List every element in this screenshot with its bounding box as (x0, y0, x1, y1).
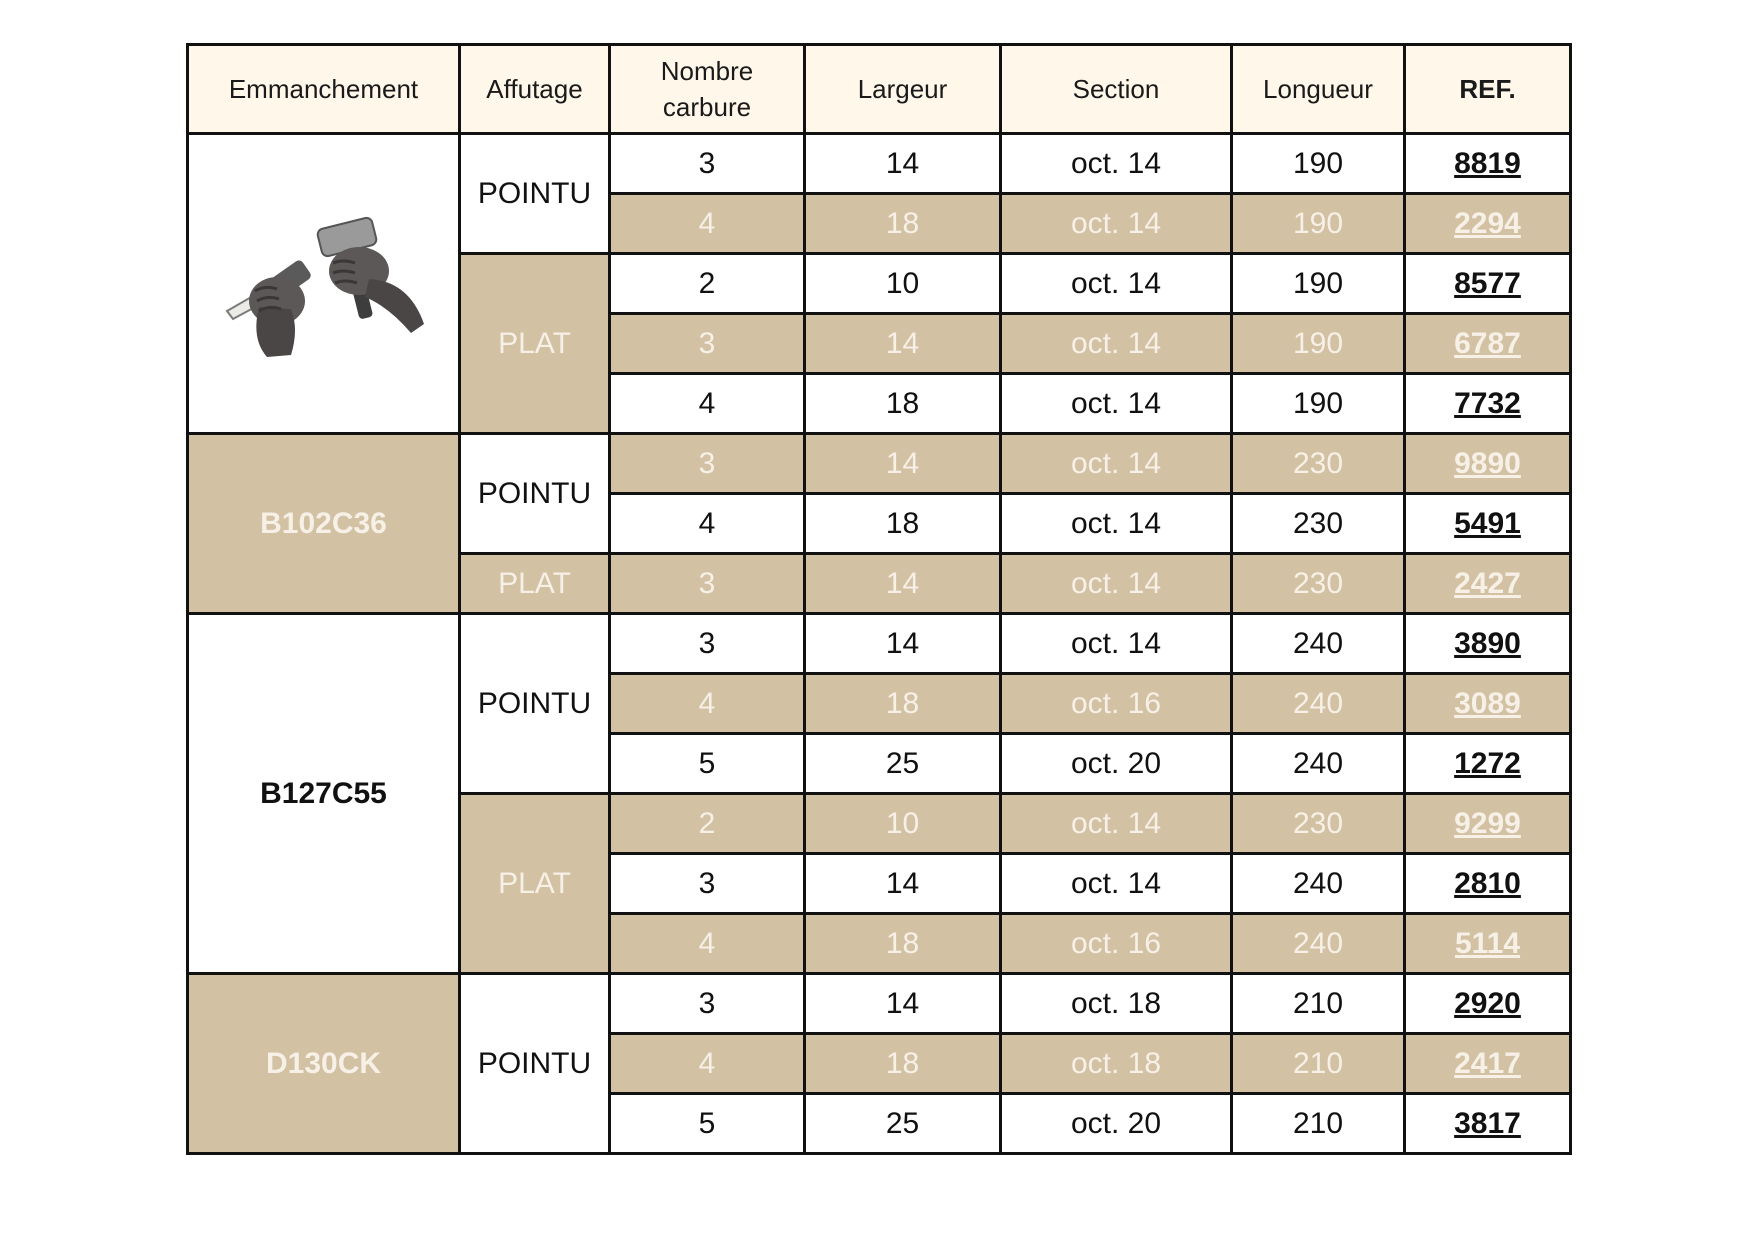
largeur-cell: 25 (805, 734, 1001, 794)
section-cell: oct. 14 (1001, 434, 1232, 494)
affutage-cell: POINTU (460, 434, 610, 554)
ref-cell (1405, 854, 1571, 914)
longueur-cell: 240 (1232, 674, 1405, 734)
section-cell: oct. 14 (1001, 194, 1232, 254)
header-ref: REF. (1405, 45, 1571, 134)
largeur-cell: 14 (805, 134, 1001, 194)
ref-link[interactable]: 1272 (1454, 746, 1521, 780)
nombre-cell: 3 (610, 554, 805, 614)
largeur-cell: 18 (805, 194, 1001, 254)
ref-cell (1405, 914, 1571, 974)
header-section: Section (1001, 45, 1232, 134)
nombre-cell: 4 (610, 374, 805, 434)
ref-link[interactable]: 3089 (1454, 686, 1521, 720)
ref-link[interactable]: 2810 (1454, 866, 1521, 900)
nombre-cell: 3 (610, 974, 805, 1034)
longueur-cell: 190 (1232, 254, 1405, 314)
table-row (188, 974, 1571, 1034)
largeur-cell: 14 (805, 974, 1001, 1034)
nombre-cell: 3 (610, 614, 805, 674)
section-cell: oct. 14 (1001, 794, 1232, 854)
ref-cell (1405, 674, 1571, 734)
largeur-cell: 18 (805, 374, 1001, 434)
nombre-cell: 3 (610, 314, 805, 374)
section-cell: oct. 16 (1001, 914, 1232, 974)
table-row (188, 434, 1571, 494)
ref-link[interactable]: 3817 (1454, 1106, 1521, 1140)
emmanchement-cell (188, 974, 460, 1154)
ref-link[interactable]: 9299 (1454, 806, 1521, 840)
emmanchement-label: B127C55 (260, 776, 387, 810)
nombre-cell: 2 (610, 794, 805, 854)
largeur-cell: 10 (805, 794, 1001, 854)
ref-cell (1405, 434, 1571, 494)
longueur-cell: 190 (1232, 374, 1405, 434)
ref-link[interactable]: 8819 (1454, 146, 1521, 180)
emmanchement-label: B102C36 (260, 506, 387, 540)
nombre-cell: 3 (610, 134, 805, 194)
section-cell: oct. 20 (1001, 734, 1232, 794)
header-nombre-line2: carbure (662, 92, 752, 122)
largeur-cell: 18 (805, 674, 1001, 734)
largeur-cell: 14 (805, 854, 1001, 914)
header-emmanchement: Emmanchement (188, 45, 460, 134)
hammer-chisel-icon (219, 209, 429, 359)
ref-cell (1405, 134, 1571, 194)
table-row (188, 614, 1571, 674)
ref-link[interactable]: 3890 (1454, 626, 1521, 660)
longueur-cell: 190 (1232, 314, 1405, 374)
emmanchement-label: D130CK (265, 1046, 382, 1080)
header-largeur: Largeur (805, 45, 1001, 134)
ref-cell (1405, 374, 1571, 434)
header-longueur: Longueur (1232, 45, 1405, 134)
table-row (188, 134, 1571, 194)
ref-link[interactable]: 2920 (1454, 986, 1521, 1020)
longueur-cell: 210 (1232, 1034, 1405, 1094)
nombre-cell: 3 (610, 854, 805, 914)
section-cell: oct. 14 (1001, 494, 1232, 554)
section-cell: oct. 16 (1001, 674, 1232, 734)
section-cell: oct. 18 (1001, 1034, 1232, 1094)
nombre-cell: 4 (610, 914, 805, 974)
affutage-cell: PLAT (460, 794, 610, 974)
nombre-cell: 4 (610, 494, 805, 554)
ref-link[interactable]: 2417 (1454, 1046, 1521, 1080)
section-cell: oct. 14 (1001, 254, 1232, 314)
ref-link[interactable]: 9890 (1454, 446, 1521, 480)
ref-cell (1405, 314, 1571, 374)
longueur-cell: 190 (1232, 194, 1405, 254)
header-nombre-line1: Nombre (660, 56, 754, 86)
ref-cell (1405, 614, 1571, 674)
nombre-cell: 5 (610, 734, 805, 794)
nombre-cell: 3 (610, 434, 805, 494)
ref-link[interactable]: 5491 (1454, 506, 1521, 540)
ref-link[interactable]: 2294 (1454, 206, 1521, 240)
largeur-cell: 18 (805, 1034, 1001, 1094)
largeur-cell: 14 (805, 614, 1001, 674)
ref-cell (1405, 1034, 1571, 1094)
nombre-cell: 5 (610, 1094, 805, 1154)
nombre-cell: 4 (610, 1034, 805, 1094)
affutage-cell: POINTU (460, 614, 610, 794)
affutage-cell: POINTU (460, 974, 610, 1154)
longueur-cell: 240 (1232, 734, 1405, 794)
section-cell: oct. 20 (1001, 1094, 1232, 1154)
nombre-cell: 4 (610, 674, 805, 734)
longueur-cell: 190 (1232, 134, 1405, 194)
ref-cell (1405, 734, 1571, 794)
largeur-cell: 14 (805, 434, 1001, 494)
section-cell: oct. 14 (1001, 554, 1232, 614)
affutage-cell: POINTU (460, 134, 610, 254)
section-cell: oct. 14 (1001, 314, 1232, 374)
section-cell: oct. 14 (1001, 134, 1232, 194)
affutage-cell: PLAT (460, 254, 610, 434)
ref-link[interactable]: 8577 (1454, 266, 1521, 300)
ref-link[interactable]: 5114 (1454, 926, 1521, 960)
longueur-cell: 240 (1232, 614, 1405, 674)
nombre-cell: 4 (610, 194, 805, 254)
longueur-cell: 210 (1232, 974, 1405, 1034)
longueur-cell: 230 (1232, 554, 1405, 614)
emmanchement-cell (188, 134, 460, 434)
longueur-cell: 240 (1232, 854, 1405, 914)
ref-cell (1405, 974, 1571, 1034)
section-cell: oct. 18 (1001, 974, 1232, 1034)
ref-cell (1405, 554, 1571, 614)
section-cell: oct. 14 (1001, 374, 1232, 434)
largeur-cell: 14 (805, 554, 1001, 614)
product-spec-table (186, 43, 1572, 1155)
largeur-cell: 14 (805, 314, 1001, 374)
longueur-cell: 230 (1232, 434, 1405, 494)
ref-link[interactable]: 7732 (1454, 386, 1521, 420)
header-nombre-carbure (610, 45, 805, 134)
ref-link[interactable]: 6787 (1454, 326, 1521, 360)
header-row (188, 45, 1571, 134)
longueur-cell: 230 (1232, 494, 1405, 554)
ref-cell (1405, 254, 1571, 314)
largeur-cell: 18 (805, 494, 1001, 554)
longueur-cell: 230 (1232, 794, 1405, 854)
ref-cell (1405, 494, 1571, 554)
largeur-cell: 25 (805, 1094, 1001, 1154)
nombre-cell: 2 (610, 254, 805, 314)
longueur-cell: 210 (1232, 1094, 1405, 1154)
table-body (188, 134, 1571, 1154)
ref-link[interactable]: 2427 (1454, 566, 1521, 600)
longueur-cell: 240 (1232, 914, 1405, 974)
ref-cell (1405, 794, 1571, 854)
largeur-cell: 10 (805, 254, 1001, 314)
section-cell: oct. 14 (1001, 854, 1232, 914)
affutage-cell: PLAT (460, 554, 610, 614)
section-cell: oct. 14 (1001, 614, 1232, 674)
emmanchement-cell (188, 614, 460, 974)
largeur-cell: 18 (805, 914, 1001, 974)
ref-cell (1405, 194, 1571, 254)
header-affutage: Affutage (460, 45, 610, 134)
ref-cell (1405, 1094, 1571, 1154)
emmanchement-cell (188, 434, 460, 614)
